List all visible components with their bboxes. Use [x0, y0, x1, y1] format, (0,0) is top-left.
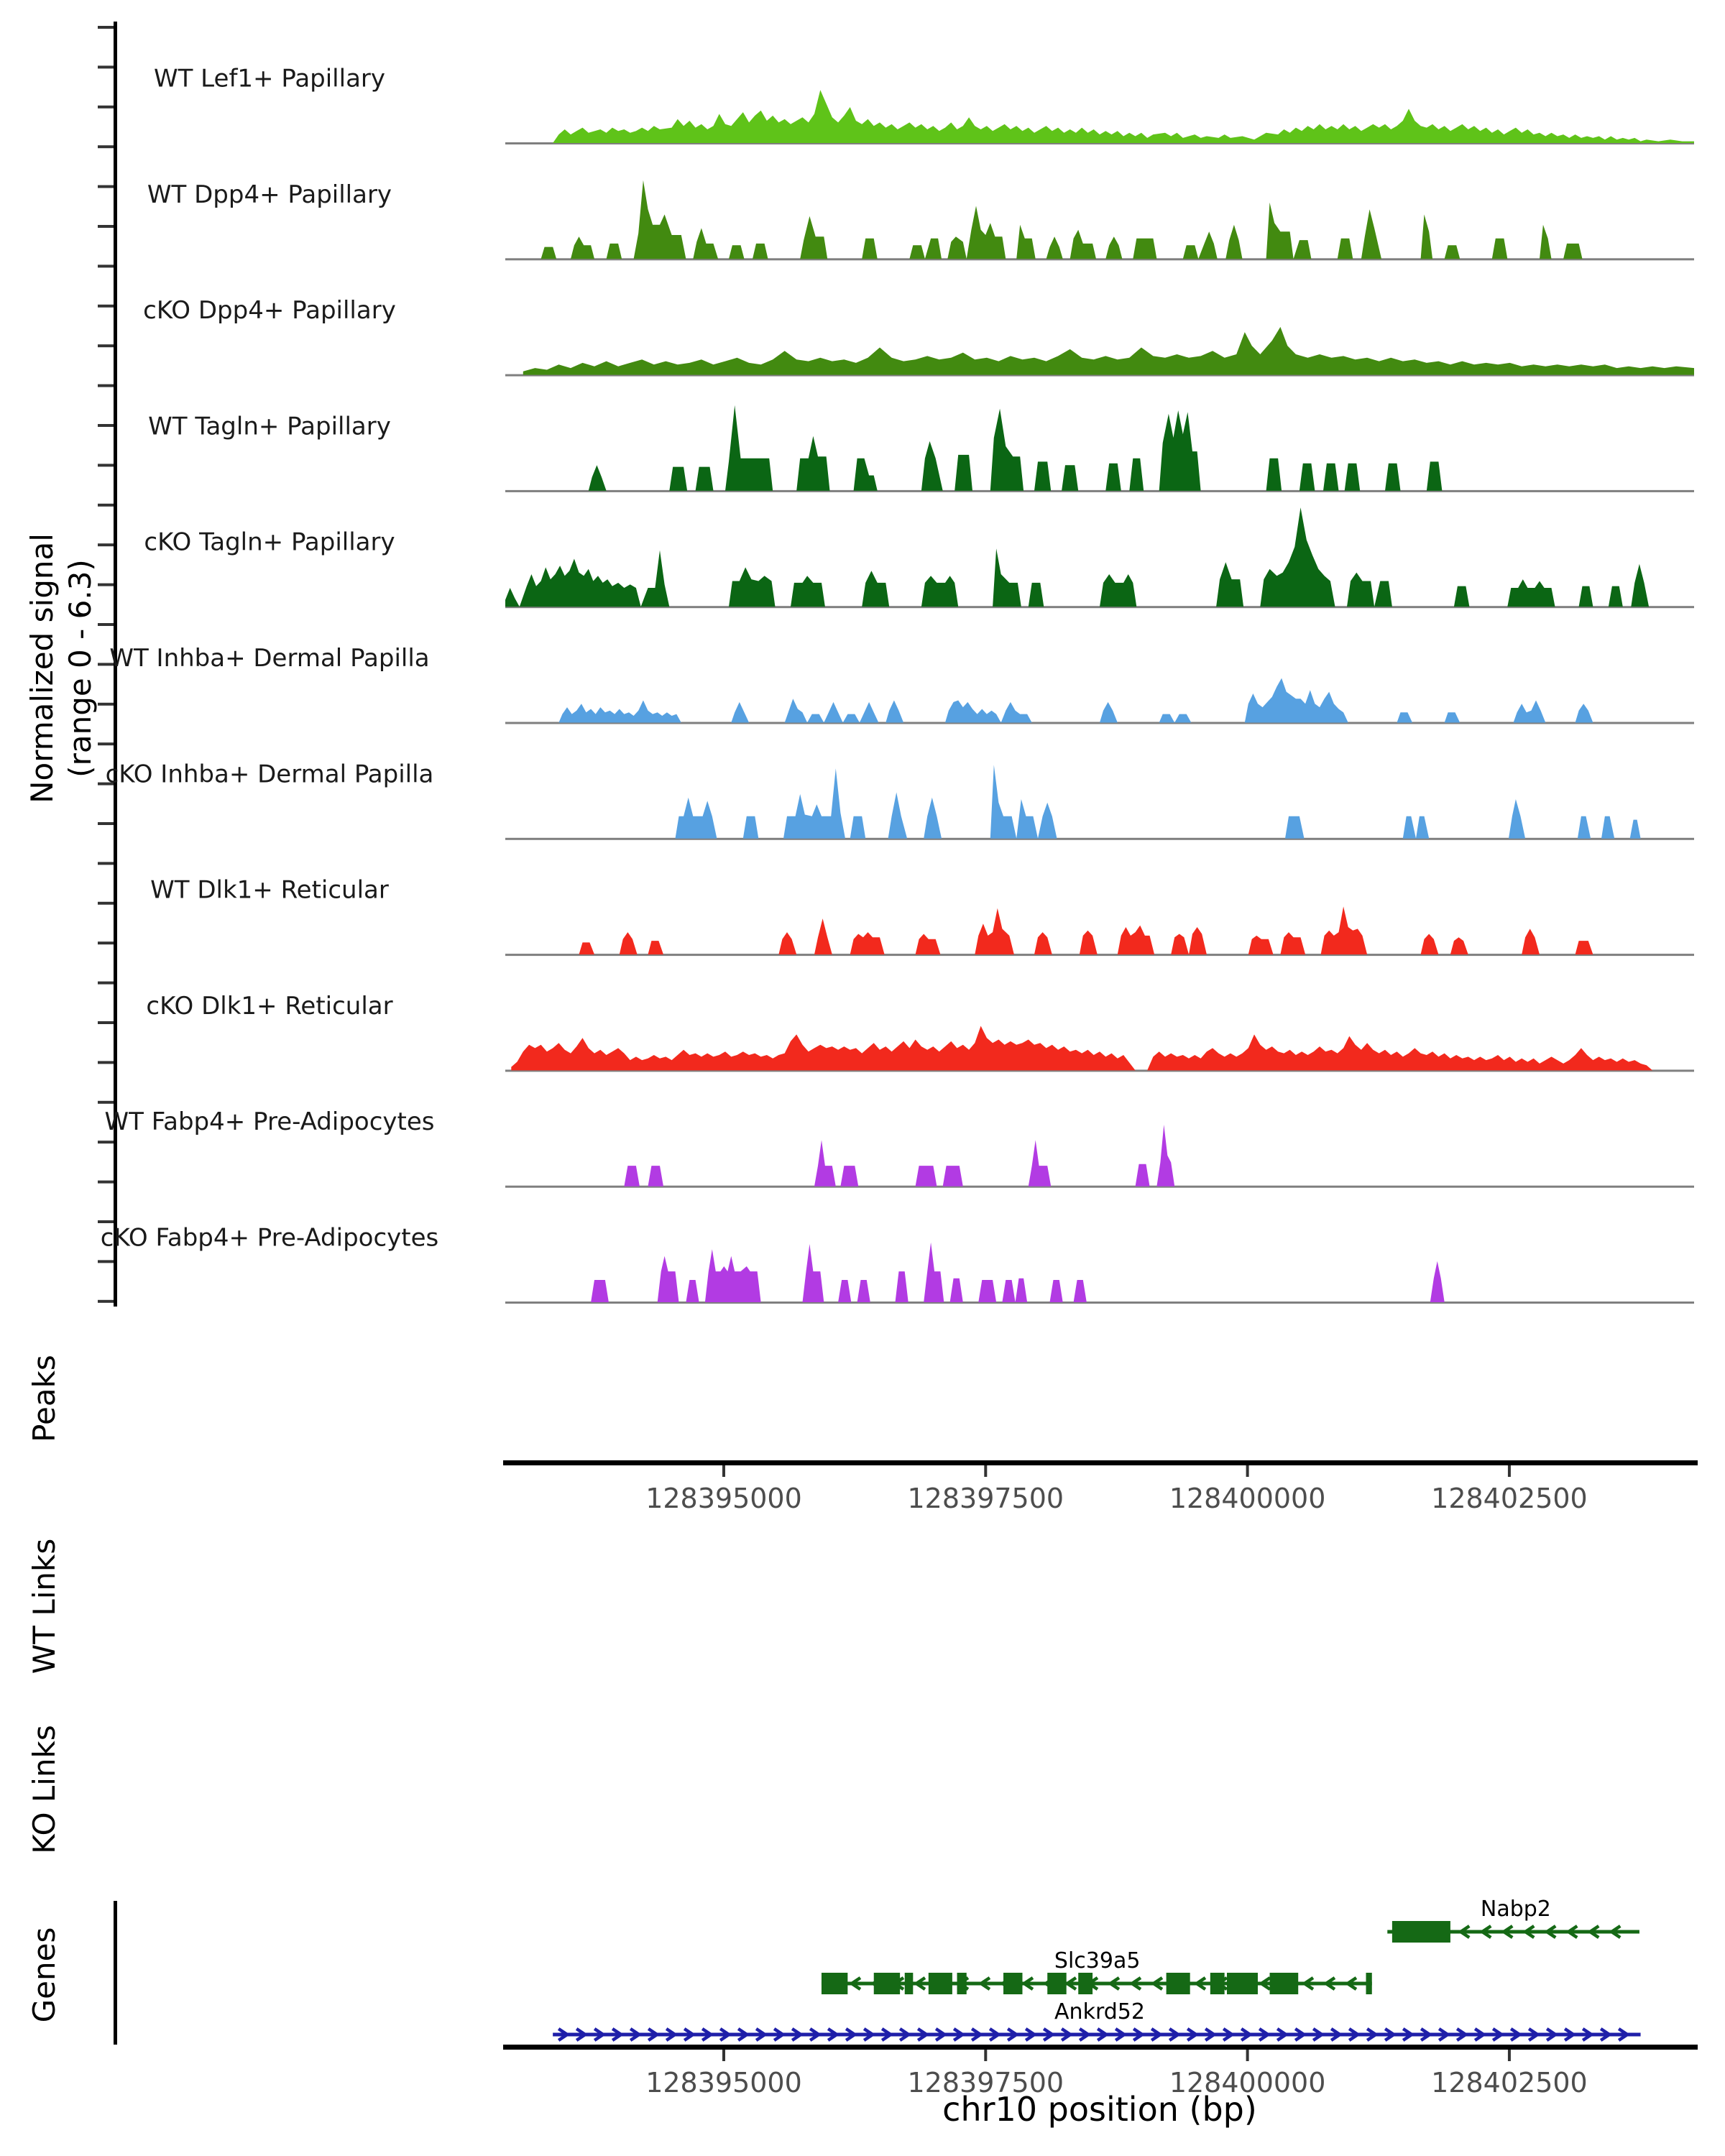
gene-exon	[905, 1973, 914, 1994]
genome-axis-tick	[1246, 1465, 1249, 1477]
section-label-wt-links: WT Links	[27, 1538, 62, 1674]
y-axis-tick	[98, 65, 114, 68]
genome-axis-line	[503, 2045, 1698, 2050]
gene-label: Nabp2	[1480, 1897, 1551, 1922]
y-axis-tick	[98, 1141, 114, 1143]
gene-exon	[1167, 1973, 1190, 1994]
genome-axis-tick-label: 128400000	[1169, 2067, 1326, 2099]
y-axis-tick	[98, 1220, 114, 1223]
y-axis-title-line2: (range 0 - 6.3)	[62, 559, 98, 778]
y-axis-tick	[98, 1101, 114, 1104]
y-axis-tick	[98, 145, 114, 148]
genome-axis-tick	[722, 2050, 725, 2061]
track-baseline	[505, 1302, 1694, 1304]
track-baseline	[505, 954, 1694, 956]
y-axis-title-line1: Normalized signal	[24, 533, 60, 803]
y-axis-tick	[98, 185, 114, 188]
gene-exon	[1003, 1973, 1022, 1994]
gene-exon	[1366, 1973, 1371, 1994]
track-label: cKO Tagln+ Papillary	[144, 528, 395, 557]
y-axis-tick	[98, 1260, 114, 1263]
gene-exon	[929, 1973, 952, 1994]
signal-area	[541, 180, 1694, 259]
genome-axis-tick-label: 128395000	[645, 2067, 802, 2099]
track-label: WT Inhba+ Dermal Papilla	[109, 644, 430, 673]
genome-axis-tick-label: 128397500	[907, 1483, 1064, 1514]
gene-exon	[1210, 1973, 1225, 1994]
genome-axis-tick	[722, 1465, 725, 1477]
track-label: cKO Dpp4+ Papillary	[143, 296, 396, 326]
gene-exon	[1392, 1921, 1450, 1943]
track-baseline	[505, 1186, 1694, 1188]
gene-exon	[1047, 1973, 1066, 1994]
gene-exon	[957, 1973, 967, 1994]
track-label: WT Dlk1+ Reticular	[150, 875, 389, 905]
y-axis-tick	[98, 305, 114, 308]
signal-area	[591, 1243, 1694, 1302]
y-axis-tick	[98, 225, 114, 228]
gene-exon	[1078, 1973, 1092, 1994]
genome-axis-tick	[1508, 2050, 1511, 2061]
genome-axis-tick-label: 128402500	[1431, 1483, 1588, 1514]
genome-axis-tick-label: 128397500	[907, 2067, 1064, 2099]
y-axis-tick	[98, 106, 114, 109]
genome-axis-tick	[984, 2050, 987, 2061]
track-label: WT Dpp4+ Papillary	[147, 180, 392, 209]
track-label: cKO Fabp4+ Pre-Adipocytes	[100, 1223, 439, 1253]
signal-area	[676, 765, 1641, 838]
signal-area	[523, 327, 1694, 375]
genome-axis-line	[503, 1460, 1698, 1465]
section-label-genes: Genes	[27, 1927, 62, 2023]
y-axis-tick	[98, 1181, 114, 1184]
section-label-peaks: Peaks	[27, 1355, 62, 1442]
track-label: cKO Inhba+ Dermal Papilla	[105, 760, 434, 789]
section-label-ko-links: KO Links	[27, 1725, 62, 1854]
y-axis-tick	[98, 26, 114, 29]
x-axis-title: chr10 position (bp)	[942, 2090, 1257, 2129]
signal-area	[589, 405, 1694, 491]
signal-area	[553, 90, 1694, 143]
y-axis-tick	[98, 1061, 114, 1064]
y-axis-tick	[98, 1300, 114, 1303]
signal-area	[558, 678, 1694, 723]
gene-exon	[822, 1973, 847, 1994]
genome-axis-tick	[1246, 2050, 1249, 2061]
genes-axis-line	[114, 1901, 117, 2045]
gene-exon	[1270, 1973, 1299, 1994]
track-label: WT Tagln+ Papillary	[148, 412, 391, 441]
y-axis-tick	[98, 1021, 114, 1024]
signal-area	[579, 906, 1695, 954]
signal-area	[505, 507, 1649, 607]
track-label: WT Lef1+ Papillary	[153, 64, 386, 93]
track-label: cKO Dlk1+ Reticular	[146, 991, 393, 1021]
gene-body-line	[553, 2033, 1640, 2037]
genome-axis-tick	[984, 1465, 987, 1477]
track-label: WT Fabp4+ Pre-Adipocytes	[104, 1107, 435, 1137]
genome-axis-tick-label: 128400000	[1169, 1483, 1326, 1514]
gene-label: Ankrd52	[1054, 1999, 1145, 2024]
y-axis-tick	[98, 264, 114, 267]
signal-area	[624, 1125, 1694, 1187]
signal-area	[511, 1026, 1652, 1071]
gene-label: Slc39a5	[1054, 1948, 1141, 1973]
genome-axis-tick-label: 128395000	[645, 1483, 802, 1514]
genome-axis-tick	[1508, 1465, 1511, 1477]
genome-axis-tick-label: 128402500	[1431, 2067, 1588, 2099]
gene-exon	[874, 1973, 900, 1994]
gene-exon	[1227, 1973, 1258, 1994]
y-axis-title	[24, 345, 103, 992]
